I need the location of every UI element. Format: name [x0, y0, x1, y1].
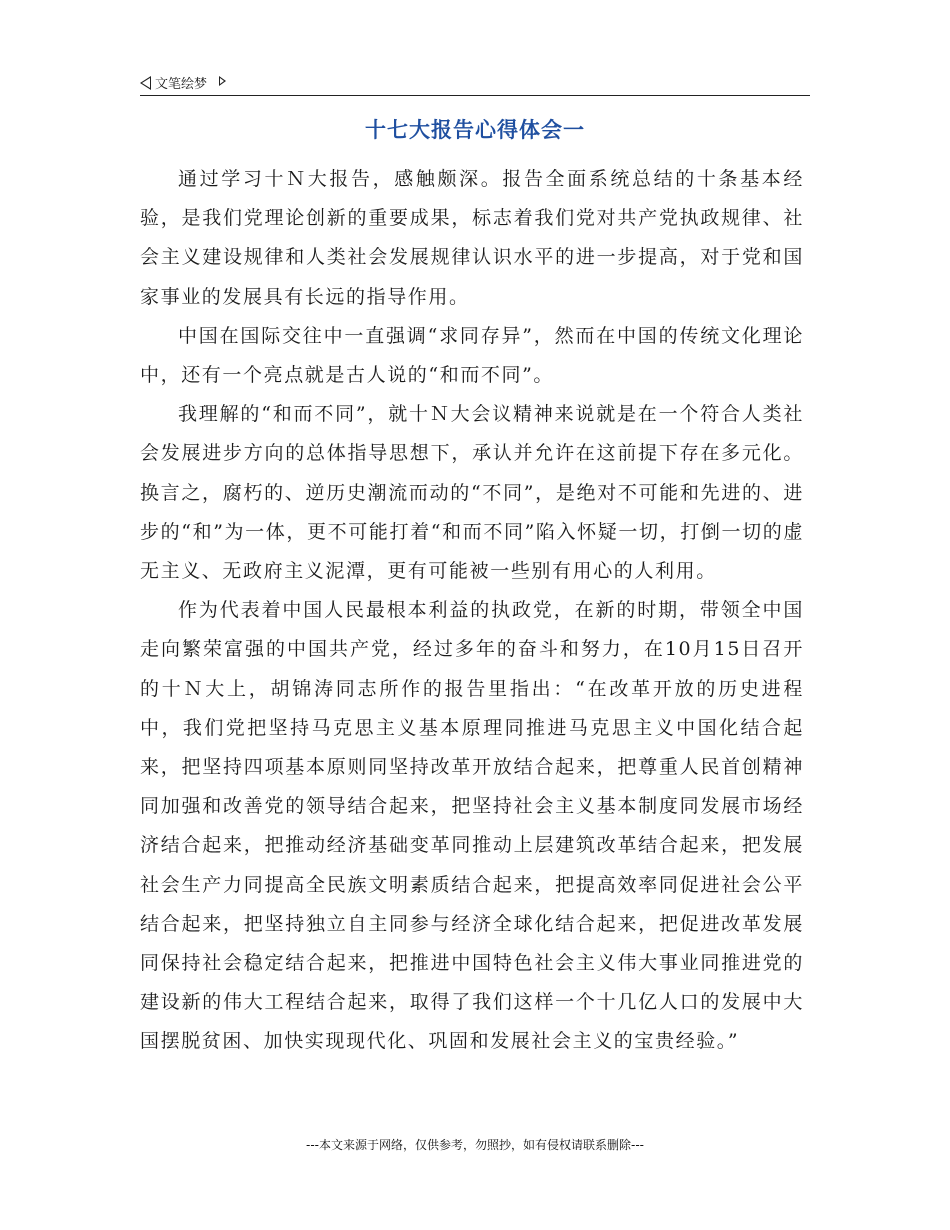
page-header: [140, 70, 810, 96]
triangle-right-icon: [219, 76, 226, 86]
triangle-left-icon: [140, 76, 151, 90]
document-title: 十七大报告心得体会一: [365, 117, 585, 142]
paragraph-4: 作为代表着中国人民最根本利益的执政党，在新的时期，带领全中国走向繁荣富强的中国共产党，经过多年的奋斗和努力，在10月15日召开的十Ｎ大上，胡锦涛同志所作的报告里指出：“在改革开放的历史进程中，我们党把坚持马克思主义基本原理同推进马克思主义中国化结合起来，把坚持四项基本原则同坚持改革开放结合起来，把尊重人民首创精神同加强和改善党的领导结合起来，把坚持社会主义基本制度同发展市场经济结合起来，把推动经济基础变革同推动上层建筑改革结合起来，把发展社会生产力同提高全民族文明素质结合起来，把提高效率同促进社会公平结合起来，把坚持独立自主同参与经济全球化结合起来，把促进改革发展同保持社会稳定结合起来，把推进中国特色社会主义伟大事业同推进党的建设新的伟大工程结合起来，取得了我们这样一个十几亿人口的发展中大国摆脱贫困、加快实现现代化、巩固和发展社会主义的宝贵经验。”: [140, 599, 804, 1053]
page-footer: ---本文来源于网络，仅供参考，勿照抄，如有侵权请联系删除---: [306, 1138, 644, 1152]
header-brand: 文笔绘梦: [155, 77, 208, 92]
document-body: [140, 160, 804, 1062]
paragraph-3: 我理解的“和而不同”，就十Ｎ大会议精神来说就是在一个符合人类社会发展进步方向的总体指导思想下，承认并允许在这前提下存在多元化。换言之，腐朽的、逆历史潮流而动的“不同”，是绝对不可能和先进的、进步的“和”为一体，更不可能打着“和而不同”陷入怀疑一切，打倒一切的虚无主义、无政府主义泥潭，更有可能被一些别有用心的人利用。: [140, 403, 804, 583]
paragraph-2: 中国在国际交往中一直强调“求同存异”，然而在中国的传统文化理论中，还有一个亮点就是古人说的“和而不同”。: [140, 324, 804, 387]
paragraph-1: 通过学习十Ｎ大报告，感触颇深。报告全面系统总结的十条基本经验，是我们党理论创新的重要成果，标志着我们党对共产党执政规律、社会主义建设规律和人类社会发展规律认识水平的进一步提高，对于党和国家事业的发展具有长远的指导作用。: [140, 168, 804, 308]
